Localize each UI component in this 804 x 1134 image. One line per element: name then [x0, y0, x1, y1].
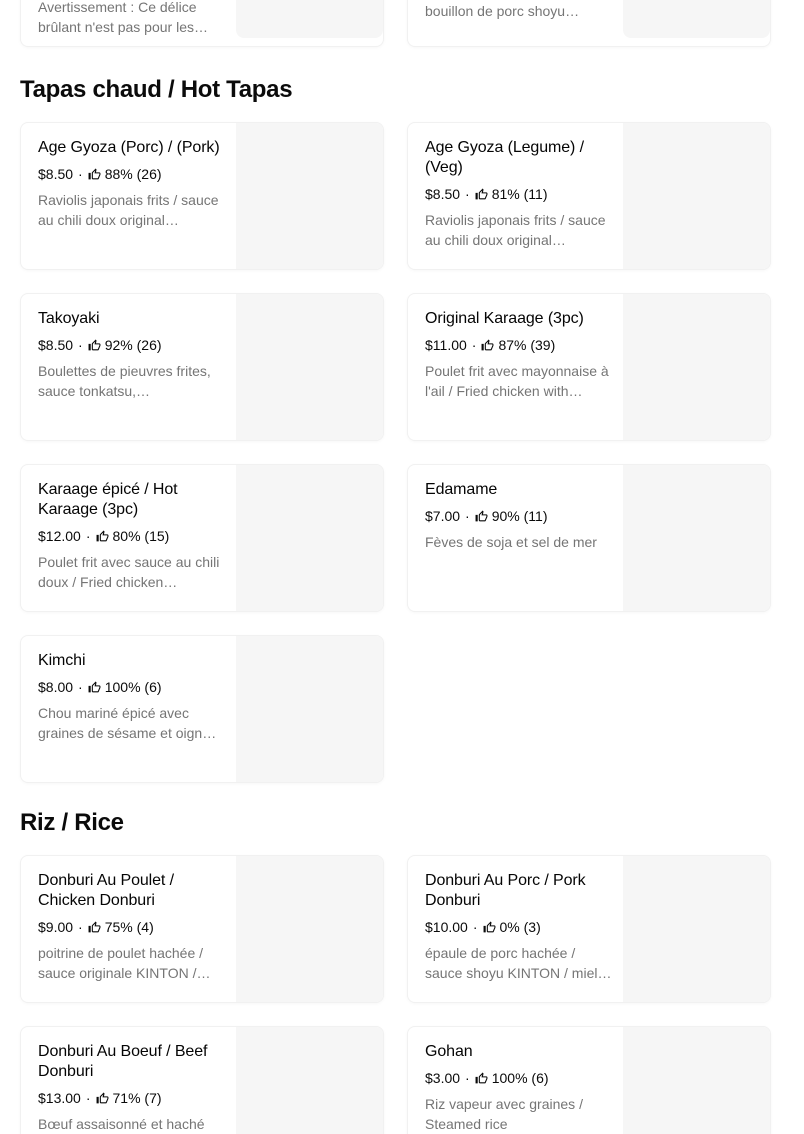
item-description: Boulettes de pieuvres frites, sauce tonkatsu,… [38, 363, 211, 399]
item-price-row [425, 918, 615, 936]
item-description: Raviolis japonais frits / sauce au chili doux original… [38, 192, 219, 228]
item-image-placeholder [236, 856, 383, 1002]
item-price: $11.00 [425, 337, 467, 353]
item-description: bouillon de porc shoyu… [425, 3, 580, 19]
item-name: Age Gyoza (Porc) / (Pork) [38, 139, 220, 156]
item-rating: 90% (11) [491, 508, 548, 524]
item-image-placeholder [236, 465, 383, 611]
item-name: Donburi Au Poulet / Chicken Donburi [38, 872, 174, 909]
item-price: $8.00 [38, 679, 74, 695]
item-rating: 87% (39) [498, 337, 556, 353]
item-info [38, 309, 228, 401]
item-name: Edamame [425, 481, 498, 498]
item-info [38, 1042, 228, 1134]
item-description: Avertissement : Ce délice brûlant n'est pas pour les… [38, 0, 208, 35]
item-price-row [425, 507, 615, 525]
section-grid [20, 122, 771, 783]
section-title: Tapas chaud / Hot Tapas [20, 76, 293, 103]
item-info [425, 480, 615, 552]
thumbs-up-icon [88, 681, 101, 694]
item-description: Chou mariné épicé avec graines de sésame et oign… [38, 705, 217, 741]
item-rating: 100% (6) [104, 679, 162, 695]
item-price-row [38, 1089, 228, 1107]
price-separator: · [465, 508, 470, 524]
item-price: $9.00 [38, 919, 74, 935]
item-name: Kimchi [38, 652, 86, 669]
thumbs-up-icon [475, 510, 488, 523]
item-rating: 75% (4) [104, 919, 154, 935]
item-price-row [38, 527, 228, 545]
item-image-placeholder [623, 856, 770, 1002]
price-separator: · [78, 679, 83, 695]
item-price: $7.00 [425, 508, 461, 524]
item-rating: 0% (3) [499, 919, 541, 935]
menu-item-card[interactable] [407, 855, 771, 1003]
menu-item-card[interactable] [407, 293, 771, 441]
menu-sections [20, 0, 771, 1134]
item-price-row [38, 678, 228, 696]
item-name: Donburi Au Porc / Pork Donburi [425, 872, 586, 909]
price-separator: · [472, 919, 478, 935]
price-separator: · [85, 528, 91, 544]
item-rating: 81% (11) [491, 186, 548, 202]
item-name: Age Gyoza (Legume) / (Veg) [425, 139, 584, 176]
thumbs-up-icon [96, 530, 109, 543]
item-image-placeholder [236, 636, 383, 782]
item-name: Gohan [425, 1043, 473, 1060]
item-image-placeholder [623, 1027, 770, 1134]
item-description: Riz vapeur avec graines / Steamed rice [425, 1096, 583, 1132]
price-separator: · [78, 166, 83, 182]
item-price: $12.00 [38, 528, 81, 544]
item-rating: 71% (7) [112, 1090, 162, 1106]
item-info [425, 871, 615, 983]
item-description: Poulet frit avec sauce au chili doux / Fried chicken… [38, 554, 220, 590]
thumbs-up-icon [88, 168, 101, 181]
item-price-row [425, 336, 615, 354]
item-name: Takoyaki [38, 310, 100, 327]
menu-item-card[interactable] [20, 1026, 384, 1134]
item-price-row [38, 918, 228, 936]
item-price-row [38, 165, 228, 183]
item-info [38, 480, 228, 592]
item-price: $8.50 [38, 166, 74, 182]
item-info [38, 138, 228, 230]
item-price: $10.00 [425, 919, 468, 935]
item-price-row [425, 1069, 615, 1087]
price-separator: · [85, 1090, 91, 1106]
item-rating: 80% (15) [112, 528, 170, 544]
thumbs-up-icon [481, 339, 494, 352]
item-info [425, 309, 615, 401]
item-description: Bœuf assaisonné et haché [38, 1116, 205, 1132]
thumbs-up-icon [483, 921, 496, 934]
menu-item-card[interactable] [20, 464, 384, 612]
item-price: $3.00 [425, 1070, 461, 1086]
item-description: épaule de porc hachée / sauce shoyu KINTON / miel… [425, 945, 612, 981]
item-name: Karaage épicé / Hot Karaage (3pc) [38, 481, 178, 518]
menu-item-card[interactable] [20, 855, 384, 1003]
menu-item-card[interactable] [20, 635, 384, 783]
item-image-placeholder [236, 294, 383, 440]
item-price: $13.00 [38, 1090, 81, 1106]
item-info [425, 138, 615, 250]
menu-section [20, 75, 771, 783]
item-image-placeholder [236, 1027, 383, 1134]
item-price: $8.50 [425, 186, 461, 202]
item-image-placeholder [623, 465, 770, 611]
menu-item-card[interactable] [20, 122, 384, 270]
menu-item-card[interactable] [407, 122, 771, 270]
item-description: Fèves de soja et sel de mer [425, 534, 597, 550]
menu-item-card[interactable] [407, 464, 771, 612]
section-grid [20, 855, 771, 1134]
item-price: $8.50 [38, 337, 74, 353]
item-description: poitrine de poulet hachée / sauce originale KINTON /… [38, 945, 211, 981]
item-name: Original Karaage (3pc) [425, 310, 584, 327]
item-price-row [425, 185, 615, 203]
item-rating: 88% (26) [104, 166, 162, 182]
price-separator: · [471, 337, 477, 353]
item-description: Poulet frit avec mayonnaise à l'ail / Fried chicken with… [425, 363, 609, 399]
item-info [38, 871, 228, 983]
item-info [425, 1042, 615, 1134]
item-rating: 100% (6) [491, 1070, 549, 1086]
price-separator: · [465, 186, 470, 202]
thumbs-up-icon [475, 188, 488, 201]
thumbs-up-icon [88, 339, 101, 352]
price-separator: · [78, 337, 83, 353]
price-separator: · [78, 919, 83, 935]
menu-item-card[interactable] [407, 1026, 771, 1134]
thumbs-up-icon [88, 921, 101, 934]
menu-item-card[interactable] [20, 293, 384, 441]
section-title: Riz / Rice [20, 809, 124, 836]
item-image-placeholder [623, 294, 770, 440]
item-rating: 92% (26) [104, 337, 162, 353]
thumbs-up-icon [475, 1072, 488, 1085]
price-separator: · [465, 1070, 470, 1086]
item-info [38, 651, 228, 743]
menu-section [20, 808, 771, 1134]
item-name: Donburi Au Boeuf / Beef Donburi [38, 1043, 208, 1080]
item-image-placeholder [236, 123, 383, 269]
item-image-placeholder [623, 123, 770, 269]
thumbs-up-icon [96, 1092, 109, 1105]
item-description: Raviolis japonais frits / sauce au chili doux original… [425, 212, 606, 248]
item-price-row [38, 336, 228, 354]
